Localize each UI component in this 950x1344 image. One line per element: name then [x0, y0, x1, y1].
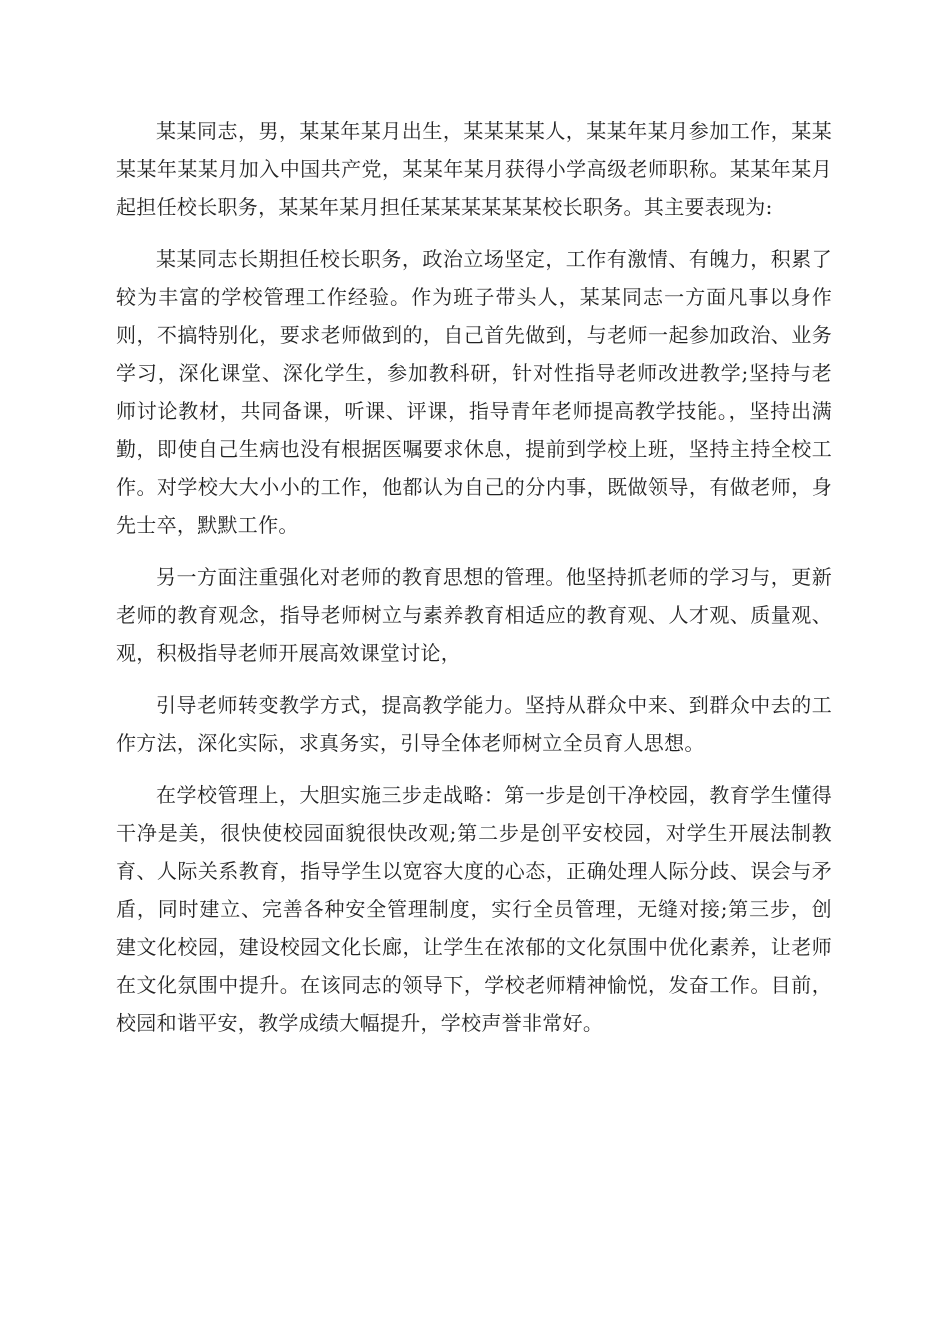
- paragraph-leadership: 某某同志长期担任校长职务，政治立场坚定，工作有激情、有魄力，积累了较为丰富的学校管理工作经验。作为班子带头人，某某同志一方面凡事以身作则，不搞特别化，要求老师做到的，自己首先做到，与老师一起参加政治、业务学习，深化课堂、深化学生，参加教科研，针对性指导老师改进教学;坚持与老师讨论教材，共同备课，听课、评课，指导青年老师提高教学技能。，坚持出满勤，即使自己生病也没有根据医嘱要求休息，提前到学校上班，坚持主持全校工作。对学校大大小小的工作，他都认为自己的分内事，既做领导，有做老师，身先士卒，默默工作。: [116, 247, 832, 537]
- document-body: [116, 112, 832, 1056]
- paragraph-education-thought: 另一方面注重强化对老师的教育思想的管理。他坚持抓老师的学习与，更新老师的教育观念，指导老师树立与素养教育相适应的教育观、人才观、质量观、观，积极指导老师开展高效课堂讨论，: [116, 565, 832, 665]
- paragraph-intro: 某某同志，男，某某年某月出生，某某某某人，某某年某月参加工作，某某某某年某某月加入中国共产党，某某年某月获得小学高级老师职称。某某年某月起担任校长职务，某某年某月担任某某某某某某校长职务。其主要表现为:: [116, 119, 832, 219]
- paragraph-teaching-method: 引导老师转变教学方式，提高教学能力。坚持从群众中来、到群众中去的工作方法，深化实际，求真务实，引导全体老师树立全员育人思想。: [116, 693, 832, 755]
- paragraph-school-management: 在学校管理上，大胆实施三步走战略：第一步是创干净校园，教育学生懂得干净是美，很快使校园面貌很快改观;第二步是创平安校园，对学生开展法制教育、人际关系教育，指导学生以宽容大度的心态，正确处理人际分歧、误会与矛盾，同时建立、完善各种安全管理制度，实行全员管理，无缝对接;第三步，创建文化校园，建设校园文化长廊，让学生在浓郁的文化氛围中优化素养，让老师在文化氛围中提升。在该同志的领导下，学校老师精神愉悦，发奋工作。目前，校园和谐平安，教学成绩大幅提升，学校声誉非常好。: [116, 783, 832, 1035]
